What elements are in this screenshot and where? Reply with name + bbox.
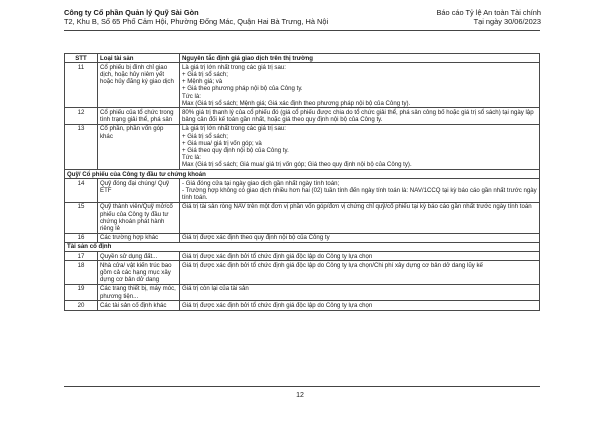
row-valuation-principle [180, 233, 540, 242]
table-row [65, 108, 540, 124]
table-row [65, 179, 540, 203]
document-header-right [437, 8, 542, 26]
table-row [65, 284, 540, 300]
document-header-left [64, 8, 328, 26]
row-stt: 20 [65, 301, 98, 310]
principle-line: + Giá mua/ giá trị vốn góp; và [182, 139, 262, 147]
principle-line: + Giá trị sổ sách; [182, 132, 228, 140]
column-header-asset: Loại tài sản [98, 54, 180, 63]
principle-line: Là giá trị lớn nhất trong các giá trị sau: [182, 125, 286, 133]
row-stt: 11 [65, 63, 98, 108]
row-asset-type: Các trường hợp khác [98, 233, 180, 242]
principle-line: Giá trị được xác định bởi tổ chức định giá độc lập do Công ty lựa chọn [182, 301, 373, 309]
row-asset-type: Các tài sản cố định khác [98, 301, 180, 310]
row-asset-type: Cổ phiếu của tổ chức trong tình trạng giải thể, phá sản [98, 108, 180, 124]
valuation-table [64, 53, 540, 311]
row-valuation-principle [180, 124, 540, 169]
row-asset-type: Quyền sử dụng đất... [98, 252, 180, 261]
section-row [65, 242, 540, 251]
company-name: Công ty Cổ phần Quản lý Quỹ Sài Gòn [64, 8, 199, 17]
table-row [65, 261, 540, 285]
footer-rule [64, 386, 540, 387]
table-header-row [65, 54, 540, 63]
row-valuation-principle [180, 284, 540, 300]
row-stt: 15 [65, 202, 98, 233]
principle-line: Max (Giá trị sổ sách; Mệnh giá; Giá xác định theo phương pháp nội bộ của Công ty). [182, 99, 411, 107]
principle-line: + Giá theo quy định nội bộ của Công ty. [182, 146, 289, 154]
row-asset-type: Quỹ thành viên/Quỹ mở/cổ phiếu của Công ty đầu tư chứng khoán phát hành riêng lẻ [98, 202, 180, 233]
section-title: Tài sản cố định [65, 242, 540, 251]
principle-line: Giá trị được xác định bởi tổ chức định giá độc lập do Công ty lựa chọn/Chi phí xây dựng cơ bản dở dang lũy kế [182, 261, 483, 269]
row-stt: 12 [65, 108, 98, 124]
row-stt: 19 [65, 284, 98, 300]
section-title: Quỹ/ Cổ phiếu của Công ty đầu tư chứng khoán [65, 170, 540, 179]
table-row [65, 124, 540, 169]
table-body [65, 63, 540, 310]
row-valuation-principle [180, 252, 540, 261]
row-valuation-principle [180, 261, 540, 285]
row-stt: 17 [65, 252, 98, 261]
row-asset-type: Nhà cửa/ vật kiến trúc bao gồm cả các hạng mục xây dựng cơ bản dở dang [98, 261, 180, 285]
principle-line: Tức là: [182, 154, 201, 162]
table-row [65, 63, 540, 108]
principle-line: + Giá theo phương pháp nội bộ của Công ty. [182, 85, 303, 93]
table-row [65, 233, 540, 242]
row-valuation-principle [180, 202, 540, 233]
principle-line: Tức là: [182, 92, 201, 100]
row-stt: 13 [65, 124, 98, 169]
table-row [65, 202, 540, 233]
section-row [65, 170, 540, 179]
principle-line: Giá trị còn lại của tài sản [182, 285, 249, 293]
company-address: T2, Khu B, Số 65 Phố Cảm Hội, Phường Đống Mác, Quận Hai Bà Trưng, Hà Nội [64, 17, 329, 26]
principle-line: Giá trị được xác định bởi tổ chức định giá độc lập do Công ty lựa chọn [182, 252, 373, 260]
principle-line: + Giá trị sổ sách; [182, 70, 228, 78]
row-stt: 16 [65, 233, 98, 242]
column-header-stt: STT [65, 54, 98, 63]
row-valuation-principle [180, 179, 540, 203]
row-valuation-principle [180, 63, 540, 108]
principle-line: Là giá trị lớn nhất trong các giá trị sau: [182, 63, 286, 71]
report-date: Tại ngày 30/06/2023 [473, 17, 541, 26]
row-valuation-principle [180, 301, 540, 310]
row-asset-type: Cổ phần, phần vốn góp khác [98, 124, 180, 169]
principle-line: 80% giá trị thanh lý của cổ phiếu đó (giá cổ phiếu được chia do tổ chức giải thể, phá sản công bố hoặc giá trị sổ sách) tại ngày lập bảng cân đối kế toán gần nhất, hoặc giá theo quy định nội bộ của Công ty. [182, 108, 536, 124]
header-rule [64, 30, 540, 31]
report-title: Báo cáo Tỷ lệ An toàn Tài chính [436, 8, 541, 17]
principle-line: - Trường hợp không có giao dịch nhiều hơn hai (02) tuần tính đến ngày tính toán là: NAV/1CCQ tại kỳ báo cáo gần nhất trước ngày tính toán. [182, 186, 539, 202]
principle-line: + Mệnh giá; và [182, 78, 223, 86]
row-asset-type: Các trang thiết bị, máy móc, phương tiện... [98, 284, 180, 300]
row-valuation-principle [180, 108, 540, 124]
principle-line: Giá trị tài sản ròng NAV trên một đơn vị phần vốn góp/đơn vị chứng chỉ quỹ/cổ phiếu tại kỳ báo cáo gần nhất trước ngày tính toán [182, 203, 532, 211]
table-row [65, 301, 540, 310]
principle-line: - Giá đóng cửa tại ngày giao dịch gần nhất ngày tính toán; [182, 179, 340, 187]
row-stt: 18 [65, 261, 98, 285]
column-header-principle: Nguyên tắc định giá giao dịch trên thị trường [180, 54, 540, 63]
principle-line: Giá trị được xác định theo quy định nội bộ của Công ty [182, 234, 330, 242]
row-stt: 14 [65, 179, 98, 203]
principle-line: Max (Giá trị sổ sách; Giá mua/ giá trị vốn góp; Giá theo quy định nội bộ của Công ty). [182, 161, 412, 169]
table-row [65, 252, 540, 261]
page-number: 12 [296, 392, 304, 399]
row-asset-type: Quỹ đóng đại chúng/ Quỹ ETF [98, 179, 180, 203]
row-asset-type: Cổ phiếu bị đình chỉ giao dịch, hoặc hủy niêm yết hoặc hủy đăng ký giao dịch [98, 63, 180, 108]
